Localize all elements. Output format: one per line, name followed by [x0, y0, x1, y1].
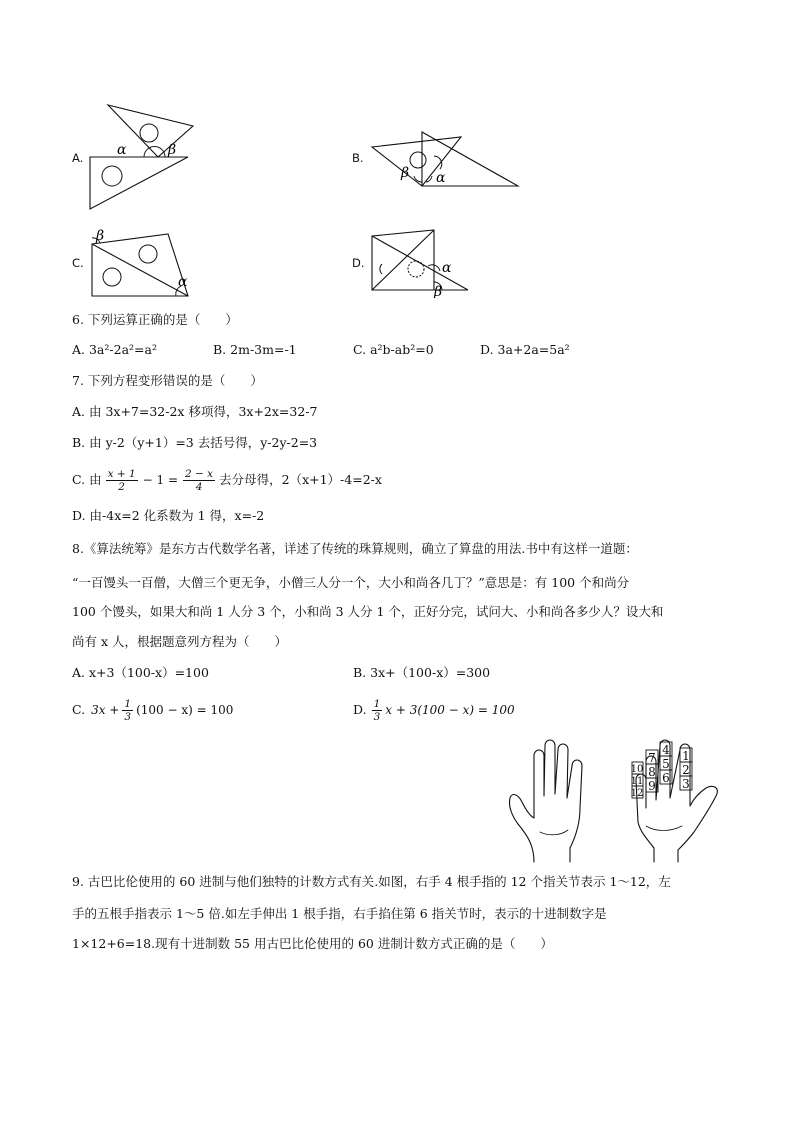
- q5-d-beta: β: [434, 284, 443, 298]
- joint-number-11: 11: [630, 776, 644, 787]
- q5-option-c-label[interactable]: C.: [72, 256, 84, 270]
- q6-option-a[interactable]: A. 3a²-2a²=a²: [72, 342, 157, 357]
- q7-option-c[interactable]: [72, 464, 382, 496]
- q8-option-b[interactable]: B. 3x+（100-x）=300: [353, 665, 491, 680]
- q7-c-suffix: 去分母得，2（x+1）-4=2-x: [219, 472, 382, 487]
- q7-stem: 7. 下列方程变形错误的是（ ）: [72, 373, 263, 388]
- q7-option-b[interactable]: B. 由 y-2（y+1）=3 去括号得，y-2y-2=3: [72, 435, 318, 450]
- q5-figure-c: [88, 226, 200, 302]
- q9-stem-line-3: 1×12+6=18.现有十进制数 55 用古巴比伦使用的 60 进制计数方式正确的是（ ）: [72, 936, 553, 951]
- q8-c-left: 3x +: [91, 703, 120, 717]
- q6-option-c[interactable]: C. a²b-ab²=0: [353, 342, 434, 357]
- joint-number-6: 6: [662, 771, 670, 785]
- q8-stem-line-3: 100 个馒头，如果大和尚 1 人分 3 个，小和尚 3 人分 1 个，正好分完，试问大、小和尚各多少人？设大和: [72, 604, 664, 619]
- q8-d-frac-den: 3: [373, 710, 381, 723]
- q6-stem: 6. 下列运算正确的是（ ）: [72, 312, 238, 327]
- q8-c-frac-den: 3: [124, 710, 132, 723]
- q8-d-prefix: D.: [353, 702, 367, 717]
- q8-c-right: (100 − x) = 100: [136, 703, 234, 717]
- q5-a-beta: β: [168, 142, 177, 158]
- q9-hands-figure: [504, 736, 724, 864]
- q9-stem-line-2: 手的五根手指表示 1～5 倍.如左手伸出 1 根手指，右手掐住第 6 指关节时，表示的十进制数字是: [72, 906, 607, 921]
- q8-stem-line-2: “一百馒头一百僧，大僧三个更无争，小僧三人分一个，大小和尚各几丁？”意思是：有 100 个和尚分: [72, 575, 630, 590]
- q7-c-mid: − 1 =: [142, 473, 179, 487]
- joint-number-8: 8: [648, 765, 656, 779]
- q8-option-c[interactable]: [72, 694, 233, 726]
- q8-stem-line-1: 8.《算法统筹》是东方古代数学名著，详述了传统的珠算规则，确立了算盘的用法.书中有这样一道题：: [72, 541, 638, 556]
- q8-option-a[interactable]: A. x+3（100-x）=100: [72, 665, 209, 680]
- joint-number-5: 5: [662, 757, 670, 771]
- q7-option-a[interactable]: A. 由 3x+7=32-2x 移项得，3x+2x=32-7: [72, 404, 318, 419]
- joint-number-3: 3: [682, 777, 690, 791]
- q5-figure-b: [368, 126, 524, 190]
- q8-c-frac-num: 1: [124, 697, 132, 710]
- q5-figure-d: [368, 226, 472, 298]
- q7-c-frac2-den: 4: [195, 480, 203, 493]
- q7-c-fraction-1: [106, 468, 138, 493]
- q5-d-alpha: α: [442, 260, 452, 276]
- joint-number-2: 2: [682, 763, 690, 777]
- q8-d-fraction: [372, 698, 383, 723]
- q7-c-frac2-num: 2 − x: [185, 467, 214, 480]
- q9-stem-line-1: 9. 古巴比伦使用的 60 进制与他们独特的计数方式有关.如图，右手 4 根手指的 12 个指关节表示 1～12，左: [72, 874, 671, 889]
- q5-b-alpha: α: [436, 170, 446, 186]
- q7-c-fraction-2: [183, 468, 215, 493]
- joint-number-1: 1: [682, 749, 690, 763]
- q7-c-frac1-den: 2: [118, 480, 125, 493]
- joint-number-12: 12: [630, 788, 644, 799]
- left-hand-illustration: [509, 740, 582, 862]
- q6-option-d[interactable]: D. 3a+2a=5a²: [480, 342, 570, 357]
- q5-option-d-label[interactable]: D.: [352, 256, 365, 270]
- q5-b-beta: β: [401, 165, 410, 181]
- q8-c-fraction: [122, 698, 133, 723]
- q7-c-prefix: C. 由: [72, 472, 102, 487]
- q8-c-prefix: C.: [72, 702, 86, 717]
- joint-number-4: 4: [662, 743, 670, 757]
- q5-a-alpha: α: [117, 142, 127, 158]
- joint-number-9: 9: [648, 779, 656, 793]
- joint-number-7: 7: [648, 751, 656, 765]
- q8-option-d[interactable]: [353, 694, 515, 726]
- q5-option-b-label[interactable]: B.: [352, 151, 364, 165]
- q6-option-b[interactable]: B. 2m-3m=-1: [213, 342, 297, 357]
- q8-d-right: x + 3(100 − x) = 100: [385, 703, 515, 717]
- q7-c-frac1-num: x + 1: [107, 467, 136, 480]
- q8-d-frac-num: 1: [373, 697, 381, 710]
- q5-c-beta: β: [96, 228, 105, 244]
- q5-c-alpha: α: [178, 274, 188, 290]
- q5-option-a-label[interactable]: A.: [72, 151, 84, 165]
- q8-stem-line-4: 尚有 x 人，根据题意列方程为（ ）: [72, 634, 287, 649]
- joint-number-10: 10: [630, 764, 644, 775]
- q5-figure-a: [88, 102, 200, 214]
- q7-option-d[interactable]: D. 由-4x=2 化系数为 1 得，x=-2: [72, 508, 265, 523]
